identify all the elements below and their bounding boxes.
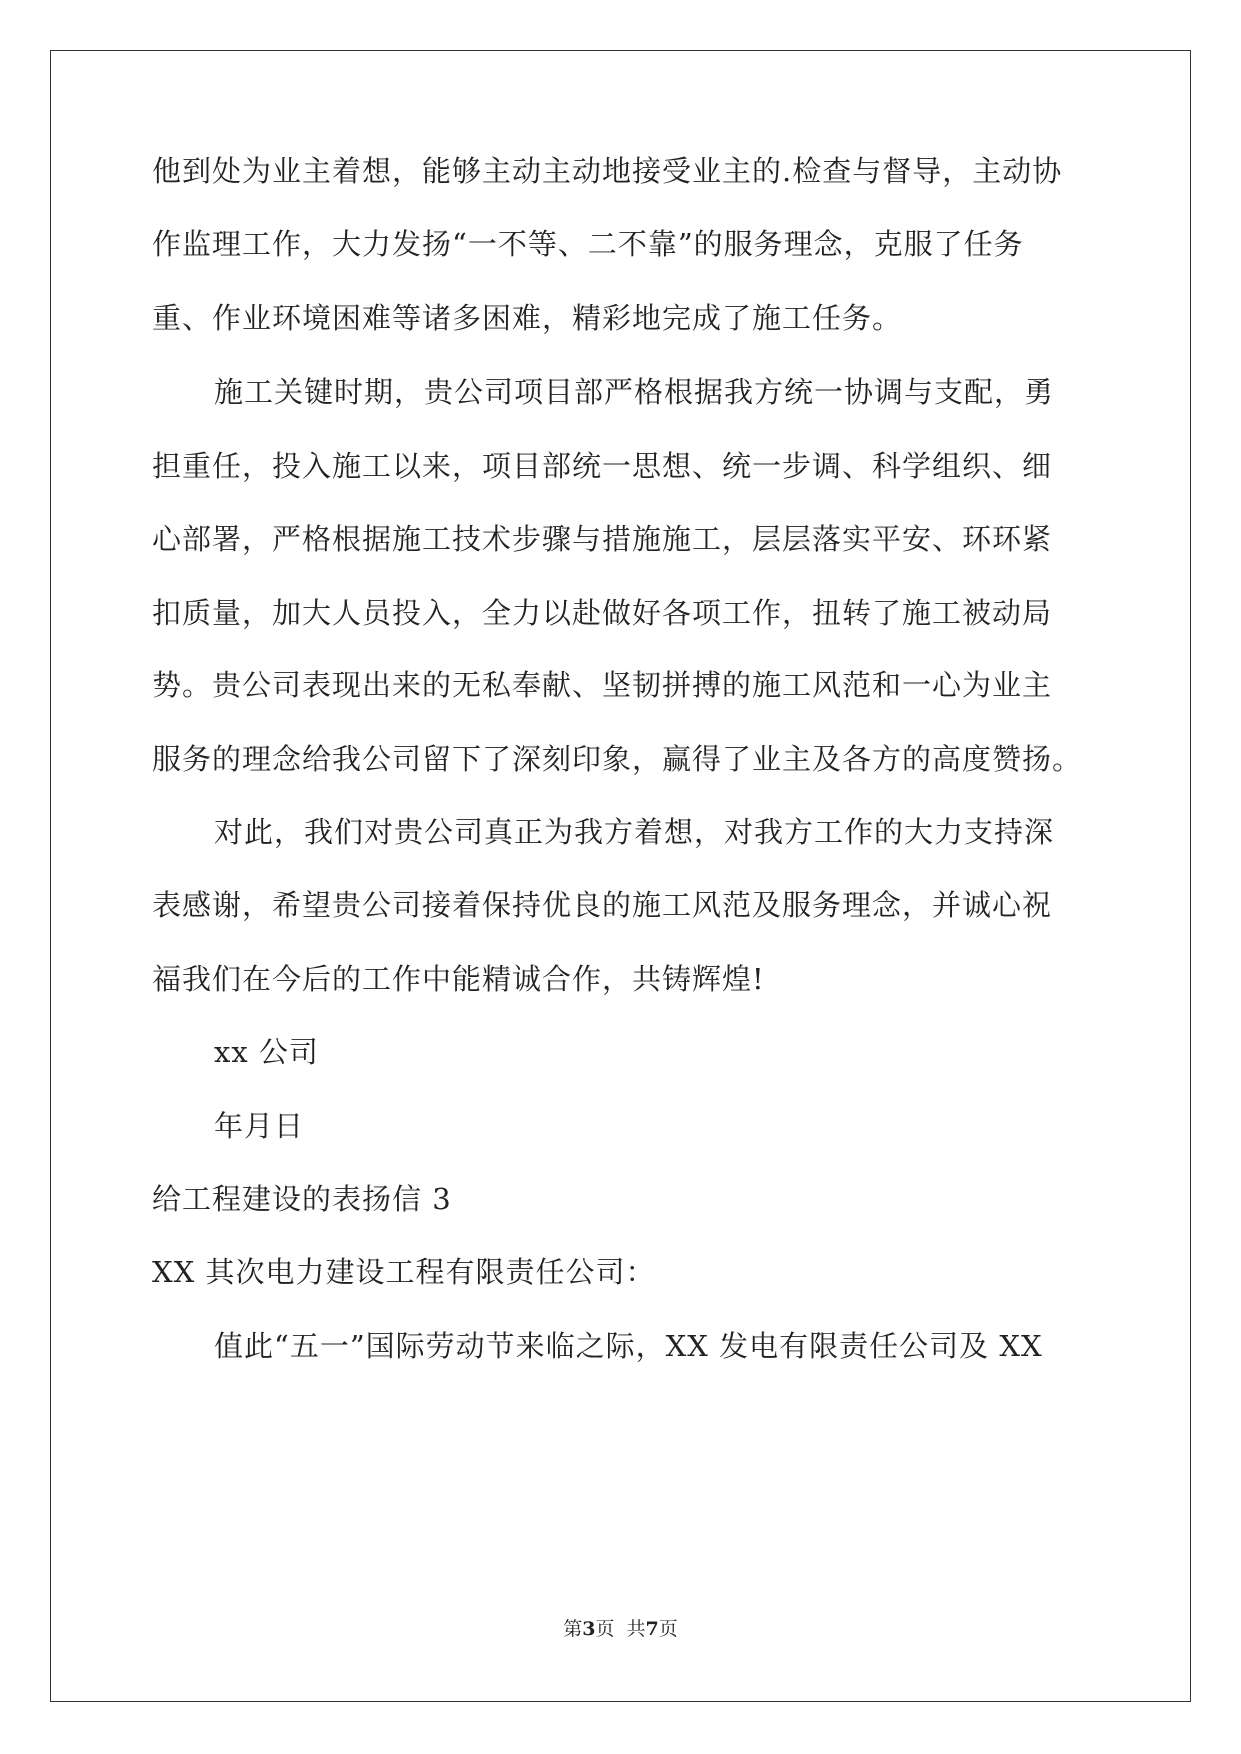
signature-company: xx 公司 (214, 1035, 319, 1069)
body-line-6: 心部署，严格根据施工技术步骤与措施施工，层层落实平安、环环紧 (152, 522, 1053, 556)
footer-prefix: 第 (563, 1618, 583, 1640)
body-line-1: 他到处为业主着想，能够主动主动地接受业主的.检查与督导，主动协 (152, 154, 1063, 188)
footer-suffix: 页 (658, 1618, 678, 1640)
body-line-8: 势。贵公司表现出来的无私奉献、坚韧拼搏的施工风范和一心为业主 (152, 668, 1053, 702)
body-line-12: 福我们在今后的工作中能精诚合作，共铸辉煌! (152, 962, 765, 996)
body-line-7: 扣质量，加大人员投入，全力以赴做好各项工作，扭转了施工被动局 (152, 596, 1053, 630)
footer-page-number: 3 (582, 1618, 596, 1640)
body-line-9: 服务的理念给我公司留下了深刻印象，赢得了业主及各方的高度赞扬。 (152, 742, 1083, 776)
page-footer (0, 1617, 1241, 1641)
signature-date: 年月日 (214, 1109, 305, 1143)
footer-mid: 页 共 (595, 1618, 646, 1640)
salutation: XX 其次电力建设工程有限责任公司： (152, 1255, 656, 1289)
body-line-5: 担重任，投入施工以来，项目部统一思想、统一步调、科学组织、细 (152, 449, 1053, 483)
body-line-4: 施工关键时期，贵公司项目部严格根据我方统一协调与支配，勇 (214, 375, 1055, 409)
body-line-11: 表感谢，希望贵公司接着保持优良的施工风范及服务理念，并诚心祝 (152, 888, 1053, 922)
footer-total-pages: 7 (645, 1618, 659, 1640)
body-line-17: 值此“五一”国际劳动节来临之际，XX 发电有限责任公司及 XX (214, 1329, 1043, 1363)
section-heading: 给工程建设的表扬信 3 (152, 1182, 452, 1216)
body-line-2: 作监理工作，大力发扬“一不等、二不靠”的服务理念，克服了任务 (152, 227, 1024, 261)
body-line-3: 重、作业环境困难等诸多困难，精彩地完成了施工任务。 (152, 301, 903, 335)
body-line-10: 对此，我们对贵公司真正为我方着想，对我方工作的大力支持深 (214, 815, 1055, 849)
